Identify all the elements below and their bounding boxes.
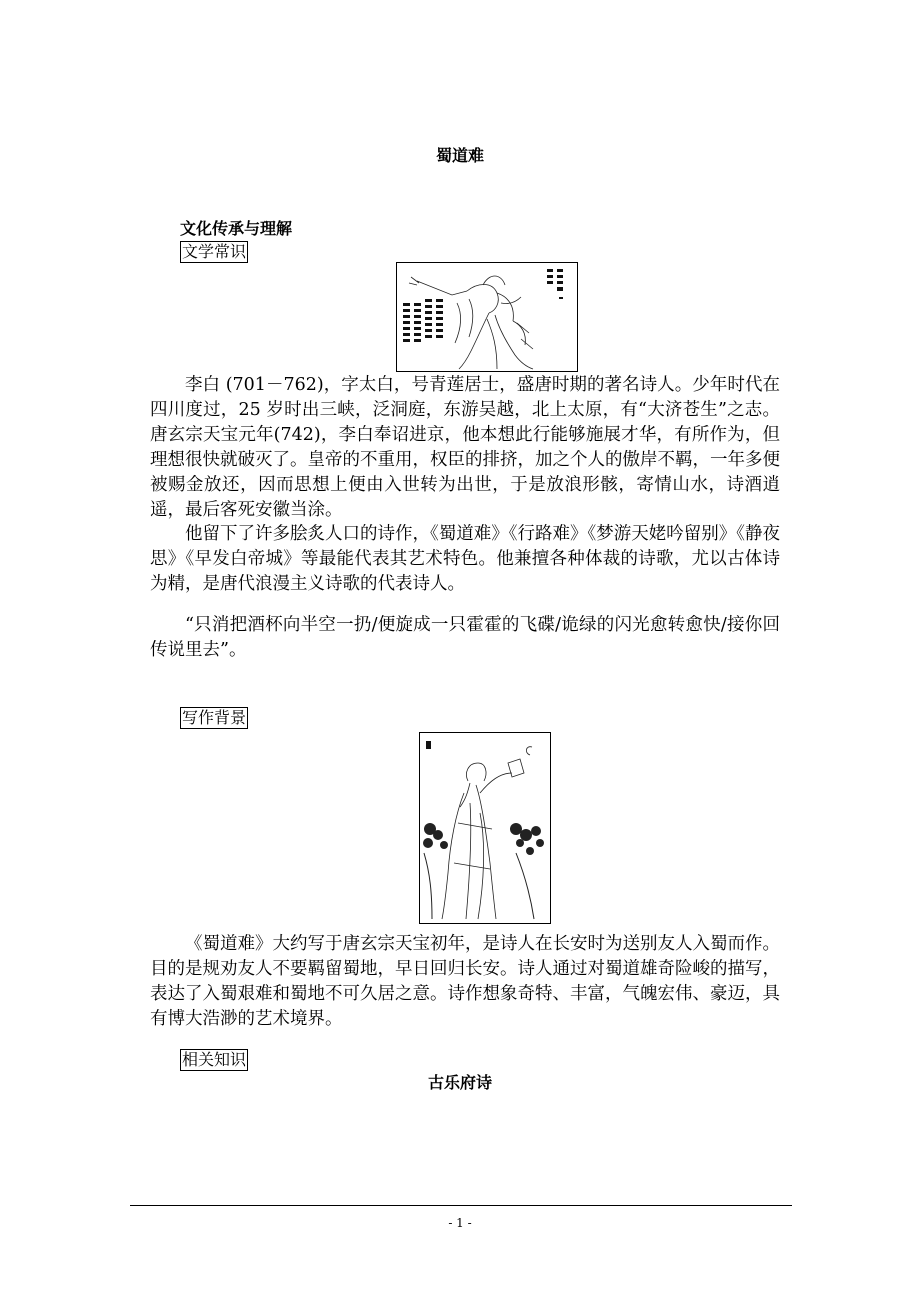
page-number: - 1 - — [448, 1216, 472, 1230]
page-title: 蜀道难 — [435, 146, 484, 165]
li-bai-moon-drawing — [420, 733, 550, 923]
section-heading: 文化传承与理解 — [180, 219, 293, 238]
li-bai-illustration — [396, 262, 578, 372]
paragraph-writing-background: 《蜀道难》大约写于唐玄宗天宝初年，是诗人在长安时为送别友人入蜀而作。目的是规劝友人不要羁留蜀地，早日回归长安。诗人通过对蜀道雄奇险峻的描写，表达了入蜀艰难和蜀地不可久居之意。诗作想象奇特、丰富，气魄宏伟、豪迈，具有博大浩渺的艺术境界。 — [150, 934, 780, 1029]
footer-rule — [130, 1205, 792, 1206]
li-bai-moon-illustration — [419, 732, 551, 924]
label-related-knowledge: 相关知识 — [182, 1050, 247, 1069]
li-bai-drawing — [397, 263, 577, 371]
paragraph-quote: “只消把酒杯向半空一扔/便旋成一只霍霍的飞碟/诡绿的闪光愈转愈快/接你回传说里去”。 — [150, 615, 780, 660]
label-writing-background: 写作背景 — [182, 708, 247, 727]
paragraph-li-bai-bio: 李白 (701－762)，字太白，号青莲居士，盛唐时期的著名诗人。少年时代在四川度过，25 岁时出三峡，泛洞庭，东游吴越，北上太原，有“大济苍生”之志。唐玄宗天宝元年(742)，李白奉诏进京，他本想此行能够施展才华，有所作为，但理想很快就破灭了。皇帝的不重用，权臣的排挤，加之个人的傲岸不羁，一年多便被赐金放还，因而思想上便由入世转为出世，于是放浪形骸，寄情山水，诗酒逍遥，最后客死安徽当涂。 — [150, 375, 780, 520]
paragraph-li-bai-works: 他留下了许多脍炙人口的诗作，《蜀道难》《行路难》《梦游天姥吟留别》《静夜思》《早发白帝城》等最能代表其艺术特色。他兼擅各种体裁的诗歌，尤以古体诗为精，是唐代浪漫主义诗歌的代表诗人。 — [150, 524, 780, 594]
sub-title: 古乐府诗 — [427, 1073, 492, 1092]
label-literary-knowledge: 文学常识 — [182, 242, 247, 261]
